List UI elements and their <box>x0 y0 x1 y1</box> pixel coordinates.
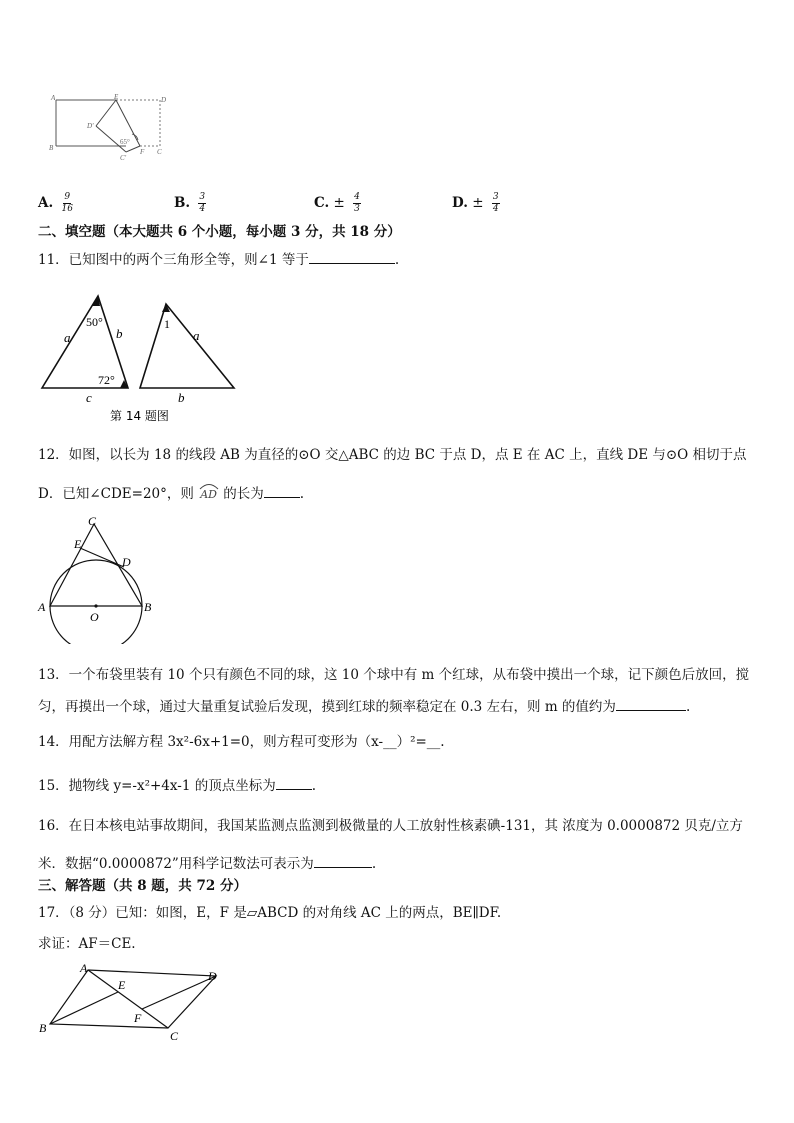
fig11-angle-right: 72° <box>98 373 115 387</box>
fig17-label-A: A <box>80 961 88 975</box>
question-12-line2 <box>38 483 304 504</box>
q12-line2-pre: D．已知∠CDE=20°，则 <box>38 486 194 502</box>
congruent-triangles-figure <box>36 292 246 424</box>
fig12-label-A: A <box>38 600 46 614</box>
option-c-den: 3 <box>354 204 360 214</box>
question-16-line2 <box>38 853 376 873</box>
fig17-label-C: C <box>170 1029 179 1043</box>
label-D-prime: D' <box>87 122 94 130</box>
q13-line2-text: 匀，再摸出一个球，通过大量重复试验后发现，摸到红球的频率稳定在 0.3 左右，则 m 的值约为 <box>38 699 616 715</box>
option-b-den: 4 <box>199 204 206 214</box>
label-C-prime: C' <box>120 154 127 162</box>
fig11-c1: c <box>86 390 92 405</box>
option-d-fraction <box>492 192 500 215</box>
fig11-angle-top: 50° <box>86 315 103 329</box>
option-d-den: 4 <box>492 204 499 214</box>
arc-ad-label: AD <box>200 488 217 501</box>
fig11-b1: b <box>116 326 123 341</box>
label-B: B <box>49 144 54 152</box>
fig11-a1: a <box>64 330 71 345</box>
option-a <box>38 192 73 215</box>
question-13-line2 <box>38 696 690 716</box>
fig12-label-O: O <box>90 610 99 624</box>
fig12-label-D: D <box>122 555 131 569</box>
section-3-heading: 三、解答题（共 8 题，共 72 分） <box>38 878 247 894</box>
q16-answer-blank[interactable] <box>314 853 372 868</box>
option-b-label: B. <box>174 195 191 211</box>
option-a-num: 9 <box>64 192 71 202</box>
q15-text: 15．抛物线 y=-x²+4x-1 的顶点坐标为 <box>38 778 276 794</box>
option-c-label: C. <box>314 195 330 211</box>
folded-rectangle-figure <box>44 92 174 162</box>
option-a-label: A. <box>38 195 54 211</box>
fig17-label-D: D <box>208 969 217 983</box>
q11-answer-blank[interactable] <box>309 249 395 264</box>
option-c-fraction <box>353 192 361 215</box>
q11-end: . <box>394 252 400 268</box>
fig12-label-C: C <box>88 514 97 528</box>
section-2-heading: 二、填空题（本大题共 6 个小题，每小题 3 分，共 18 分） <box>38 224 401 240</box>
question-16-line1: 16．在日本核电站事故期间，我国某监测点监测到极微量的人工放射性核素碘-131，其 浓度为 0.0000872 贝克/立方 <box>38 818 743 834</box>
option-b <box>174 192 206 215</box>
option-b-num: 3 <box>199 192 206 202</box>
angle-65: 65° <box>120 138 130 146</box>
option-c <box>314 192 361 215</box>
fig17-label-E: E <box>118 978 126 992</box>
option-d <box>452 192 500 215</box>
circle-triangle-figure <box>34 512 164 644</box>
q11-text: 11．已知图中的两个三角形全等，则∠1 等于 <box>38 252 309 268</box>
fig11-caption: 第 14 题图 <box>110 409 169 423</box>
q12-end: . <box>299 486 305 502</box>
q12-line2-post: 的长为 <box>223 486 264 502</box>
question-15 <box>38 775 316 795</box>
option-d-num: 3 <box>492 192 499 202</box>
option-d-pm: ± <box>472 195 484 211</box>
arc-icon <box>198 482 220 490</box>
question-13-line1: 13．一个布袋里装有 10 个只有颜色不同的球，这 10 个球中有 m 个红球，从布袋中摸出一个球，记下颜色后放回，搅 <box>38 667 750 683</box>
label-D: D <box>161 96 167 104</box>
question-17-line1: 17．（8 分）已知：如图，E，F 是▱ABCD 的对角线 AC 上的两点，BE∥DF. <box>38 905 502 921</box>
fig11-a2: a <box>193 328 200 343</box>
fig11-angle-1: 1 <box>164 317 170 331</box>
parallelogram-figure <box>34 958 234 1048</box>
q16-end: . <box>371 856 377 872</box>
fig11-b2: b <box>178 390 185 405</box>
question-17-line2: 求证：AF＝CE. <box>38 936 136 952</box>
q13-answer-blank[interactable] <box>616 696 686 711</box>
q15-end: . <box>311 778 317 794</box>
q15-answer-blank[interactable] <box>276 775 312 790</box>
arc-ad-symbol <box>198 486 219 504</box>
question-14: 14．用配方法解方程 3x²-6x+1=0，则方程可变形为（x-__）²=__. <box>38 734 445 750</box>
option-a-fraction <box>61 192 72 215</box>
q12-answer-blank[interactable] <box>264 483 300 498</box>
question-12-line1: 12．如图，以长为 18 的线段 AB 为直径的⊙O 交△ABC 的边 BC 于点 D，点 E 在 AC 上，直线 DE 与⊙O 相切于点 <box>38 447 747 463</box>
option-c-num: 4 <box>354 192 360 202</box>
fig17-label-F: F <box>134 1011 142 1025</box>
option-a-den: 16 <box>61 204 73 214</box>
fig12-label-B: B <box>144 600 152 614</box>
label-A: A <box>51 94 56 102</box>
label-C: C <box>157 148 162 156</box>
fig17-label-B: B <box>39 1021 47 1035</box>
option-b-fraction <box>198 192 206 215</box>
option-d-label: D. <box>452 195 468 211</box>
label-F: F <box>140 148 145 156</box>
q13-end: . <box>685 699 691 715</box>
question-11 <box>38 249 399 269</box>
option-c-pm: ± <box>333 195 345 211</box>
fig12-label-E: E <box>74 537 82 551</box>
q16-line2-text: 米．数据“0.0000872”用科学记数法可表示为 <box>38 856 314 872</box>
label-E: E <box>114 93 119 101</box>
